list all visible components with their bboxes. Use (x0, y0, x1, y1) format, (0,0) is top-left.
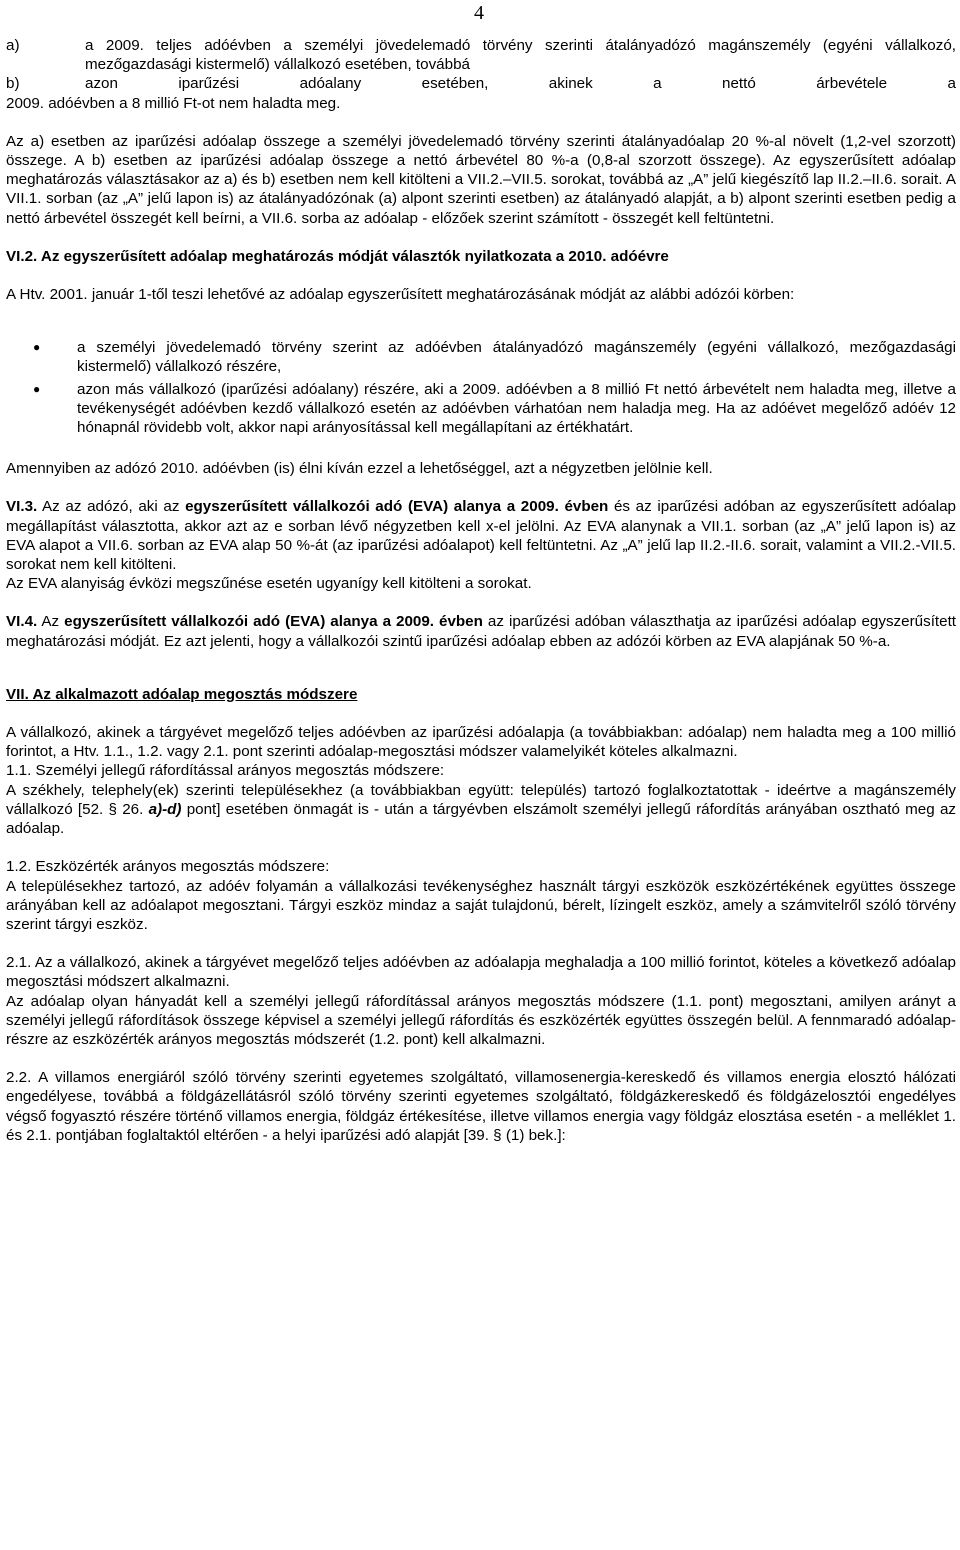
paragraph-vi2-closing: Amennyiben az adózó 2010. adóévben (is) élni kíván ezzel a lehetőséggel, azt a négyzetben jelölnie kell. (6, 460, 713, 478)
paragraph-ab-explanation: Az a) esetben az iparűzési adóalap összege a személyi jövedelemadó törvény szerinti átalányadóalap 20 %-al növelt (1,2-vel szorzott) összege. A b) esetben az iparűzési adóalap összege a nettó árbevétel 80 %-a (0,8-al szorzott összege). Az egyszerűsített adóalap meghatározás választásakor az a) és b) esetben nem kell kitölteni a VII.2.–VII.5. sorokat, továbbá az „A” jelű kiegészítő lap II.2.–II.6. sorait. A VII.1. sorban (az „A” jelű lapon is) az átalányadózónak (a) alpont szerinti esetben) az átalányadó alapját, a b) alpont szerinti esetben pedig a nettó árbevétel összegét kell beírni, a VII.6. sorba az adóalap - előzőek szerint számított - összegét kell feltüntetni. (6, 132, 956, 227)
subsection-title-1-2: 1.2. Eszközérték arányos megosztás módszere: (6, 858, 330, 876)
list-item-a (6, 36, 956, 74)
paragraph-2-1-ratio: Az adóalap olyan hányadát kell a személyi jellegű ráfordítással arányos megosztás módszere (1.1. pont) megosztani, amilyen arányt a személyi jellegű ráfordítások összege képvisel a személyi jellegű ráfordítás és eszközérték együttes összegén belül. A fennmaradó adóalap-részre az eszközérték arányos megosztás módszerét (1.2. pont) kell alkalmazni. (6, 992, 956, 1048)
paragraph-1-1 (6, 781, 956, 839)
s11-text-1: A székhely, telephely(ek) szerinti településekhez (a továbbiakban együtt: település) tartozó foglalkoztatottak - ideértve a magánszemély vállalkozó [52. § 26. (6, 781, 956, 818)
bullet-text-2: azon más vállalkozó (iparűzési adóalany) részére, aki a 2009. adóévben a 8 millió Ft nettó árbevételt nem haladta meg, illetve a tevékenységét adóévben kezdő vállalkozó esetén az adóévben várhatóan nem haladja meg. Ha az adóévet megelőző adóév 12 hónapnál rövidebb volt, akkor napi arányosítással kell megállapítani az értékhatárt. (77, 380, 956, 437)
paragraph-2-2: 2.2. A villamos energiáról szóló törvény szerinti egyetemes szolgáltató, villamosenergia-kereskedő és villamos energia elosztó hálózati engedélyese, továbbá a földgázellátásról szóló törvény szerinti egyetemes szolgáltató, földgázkereskedő és földgázelosztói engedélyes végső fogyasztó részére történő villamos energia, földgáz értékesítése, illetve villamos energia vagy földgáz elosztása esetén - a melléklet 1. és 2.1. pontjában foglaltaktól eltérően - a helyi iparűzési adó alapját [39. § (1) bek.]: (6, 1069, 956, 1144)
bullet-text-1: a személyi jövedelemadó törvény szerint az adóévben átalányadózó magánszemély (egyéni vállalkozó, mezőgazdasági kistermelő) vállalkozó részére, (77, 339, 956, 376)
list-text-b: azon iparűzési adóalany esetében, akinek a nettó árbevétele a (85, 75, 956, 93)
s11-text-2: pont] esetében önmagát is - után a tárgyévben elszámolt személyi jellegű ráfordítás arányában osztható meg az adóalap. (6, 800, 956, 838)
list-label-a: a) (6, 37, 20, 54)
paragraph-vi4 (6, 612, 956, 650)
list-item (6, 338, 956, 376)
bullet-icon: ● (33, 381, 41, 396)
list-item (6, 380, 956, 438)
list-label-b: b) (6, 75, 20, 93)
paragraph-vii-intro: A vállalkozó, akinek a tárgyévet megelőző teljes adóévben az iparűzési adóalapja (a továbbiakban: adóalap) nem haladta meg a 100 millió forintot, a Htv. 1.1., 1.2. vagy 2.1. pont szerinti adóalap-megosztási módszer valamelyikét köteles alkalmazni. (6, 724, 956, 761)
vi3-text-1: Az az adózó, aki az (37, 498, 186, 516)
vi4-text-2: az iparűzési adóban választhatja az iparűzési adóalap egyszerűsített meghatározási módját. Ez azt jelenti, hogy a vállalkozói szintű iparűzési adóalap ebben az adózói körben az EVA alapjának 50 %-a. (6, 613, 957, 650)
bullet-icon: ● (33, 340, 41, 355)
vi3-text-2: és az iparűzési adóban az egyszerűsített adóalap megállapítást választotta, akkor azt az e sorban lévő négyzetben kell x-el jelölni. Az EVA alanynak a VII.1. sorban (az „A” jelű lapon is) az EVA alapot a VII.6. sorban az EVA alap 50 %-át (az iparűzési adóalapot) kell feltüntetni. Az „A” jelű lap II.2.-II.6. sorait, valamint a VII.2.-VII.5. sorokat nem kell kitölteni. (6, 498, 956, 574)
s11-bold-ref: a)-d) (148, 800, 182, 818)
section-label-vi3: VI.3. (6, 498, 38, 516)
list-item-b (6, 74, 956, 93)
section-label-vi4: VI.4. (6, 613, 38, 631)
vi4-text-1: Az (37, 613, 65, 631)
subsection-title-1-1: 1.1. Személyi jellegű ráfordítással arányos megosztás módszere: (6, 762, 445, 780)
vi3-bold-text: egyszerűsített vállalkozói adó (EVA) alanya a 2009. évben (185, 498, 609, 516)
list-text-b-continued: 2009. adóévben a 8 millió Ft-ot nem haladta meg. (6, 94, 341, 112)
paragraph-1-2: A településekhez tartozó, az adóév folyamán a vállalkozási tevékenységhez használt tárgyi eszközök eszközértékének együttes összege arányában kell az adóalapot megosztani. Tárgyi eszköz mindaz a saját tulajdonú, bérelt, lízingelt eszköz, amely a számvitelről szóló törvény szerint tárgyi eszköz. (6, 877, 956, 933)
section-heading-vi2: VI.2. Az egyszerűsített adóalap meghatározás módját választók nyilatkozata a 2010. adóévre (6, 247, 669, 265)
bullet-list (6, 338, 956, 437)
page-number: 4 (474, 2, 484, 24)
section-heading-vii: VII. Az alkalmazott adóalap megosztás módszere (6, 685, 358, 703)
paragraph-vi3-eva: Az EVA alanyiság évközi megszűnése esetén ugyanígy kell kitölteni a sorokat. (6, 575, 532, 593)
paragraph-vi3 (6, 497, 956, 574)
document-body (6, 36, 956, 1145)
paragraph-2-1: 2.1. Az a vállalkozó, akinek a tárgyévet megelőző teljes adóévben az adóalapja meghaladja a 100 millió forintot, köteles a következő adóalap megosztási módszert alkalmazni. (6, 954, 956, 991)
vi4-bold-text: egyszerűsített vállalkozói adó (EVA) alanya a 2009. évben (64, 613, 483, 631)
paragraph-vi2-intro: A Htv. 2001. január 1-től teszi lehetővé az adóalap egyszerűsített meghatározásának módját az alábbi adózói körben: (6, 286, 795, 304)
list-text-a: a 2009. teljes adóévben a személyi jövedelemadó törvény szerinti átalányadózó magánszemély (egyéni vállalkozó, mezőgazdasági kistermelő) vállalkozó esetében, továbbá (85, 37, 956, 74)
